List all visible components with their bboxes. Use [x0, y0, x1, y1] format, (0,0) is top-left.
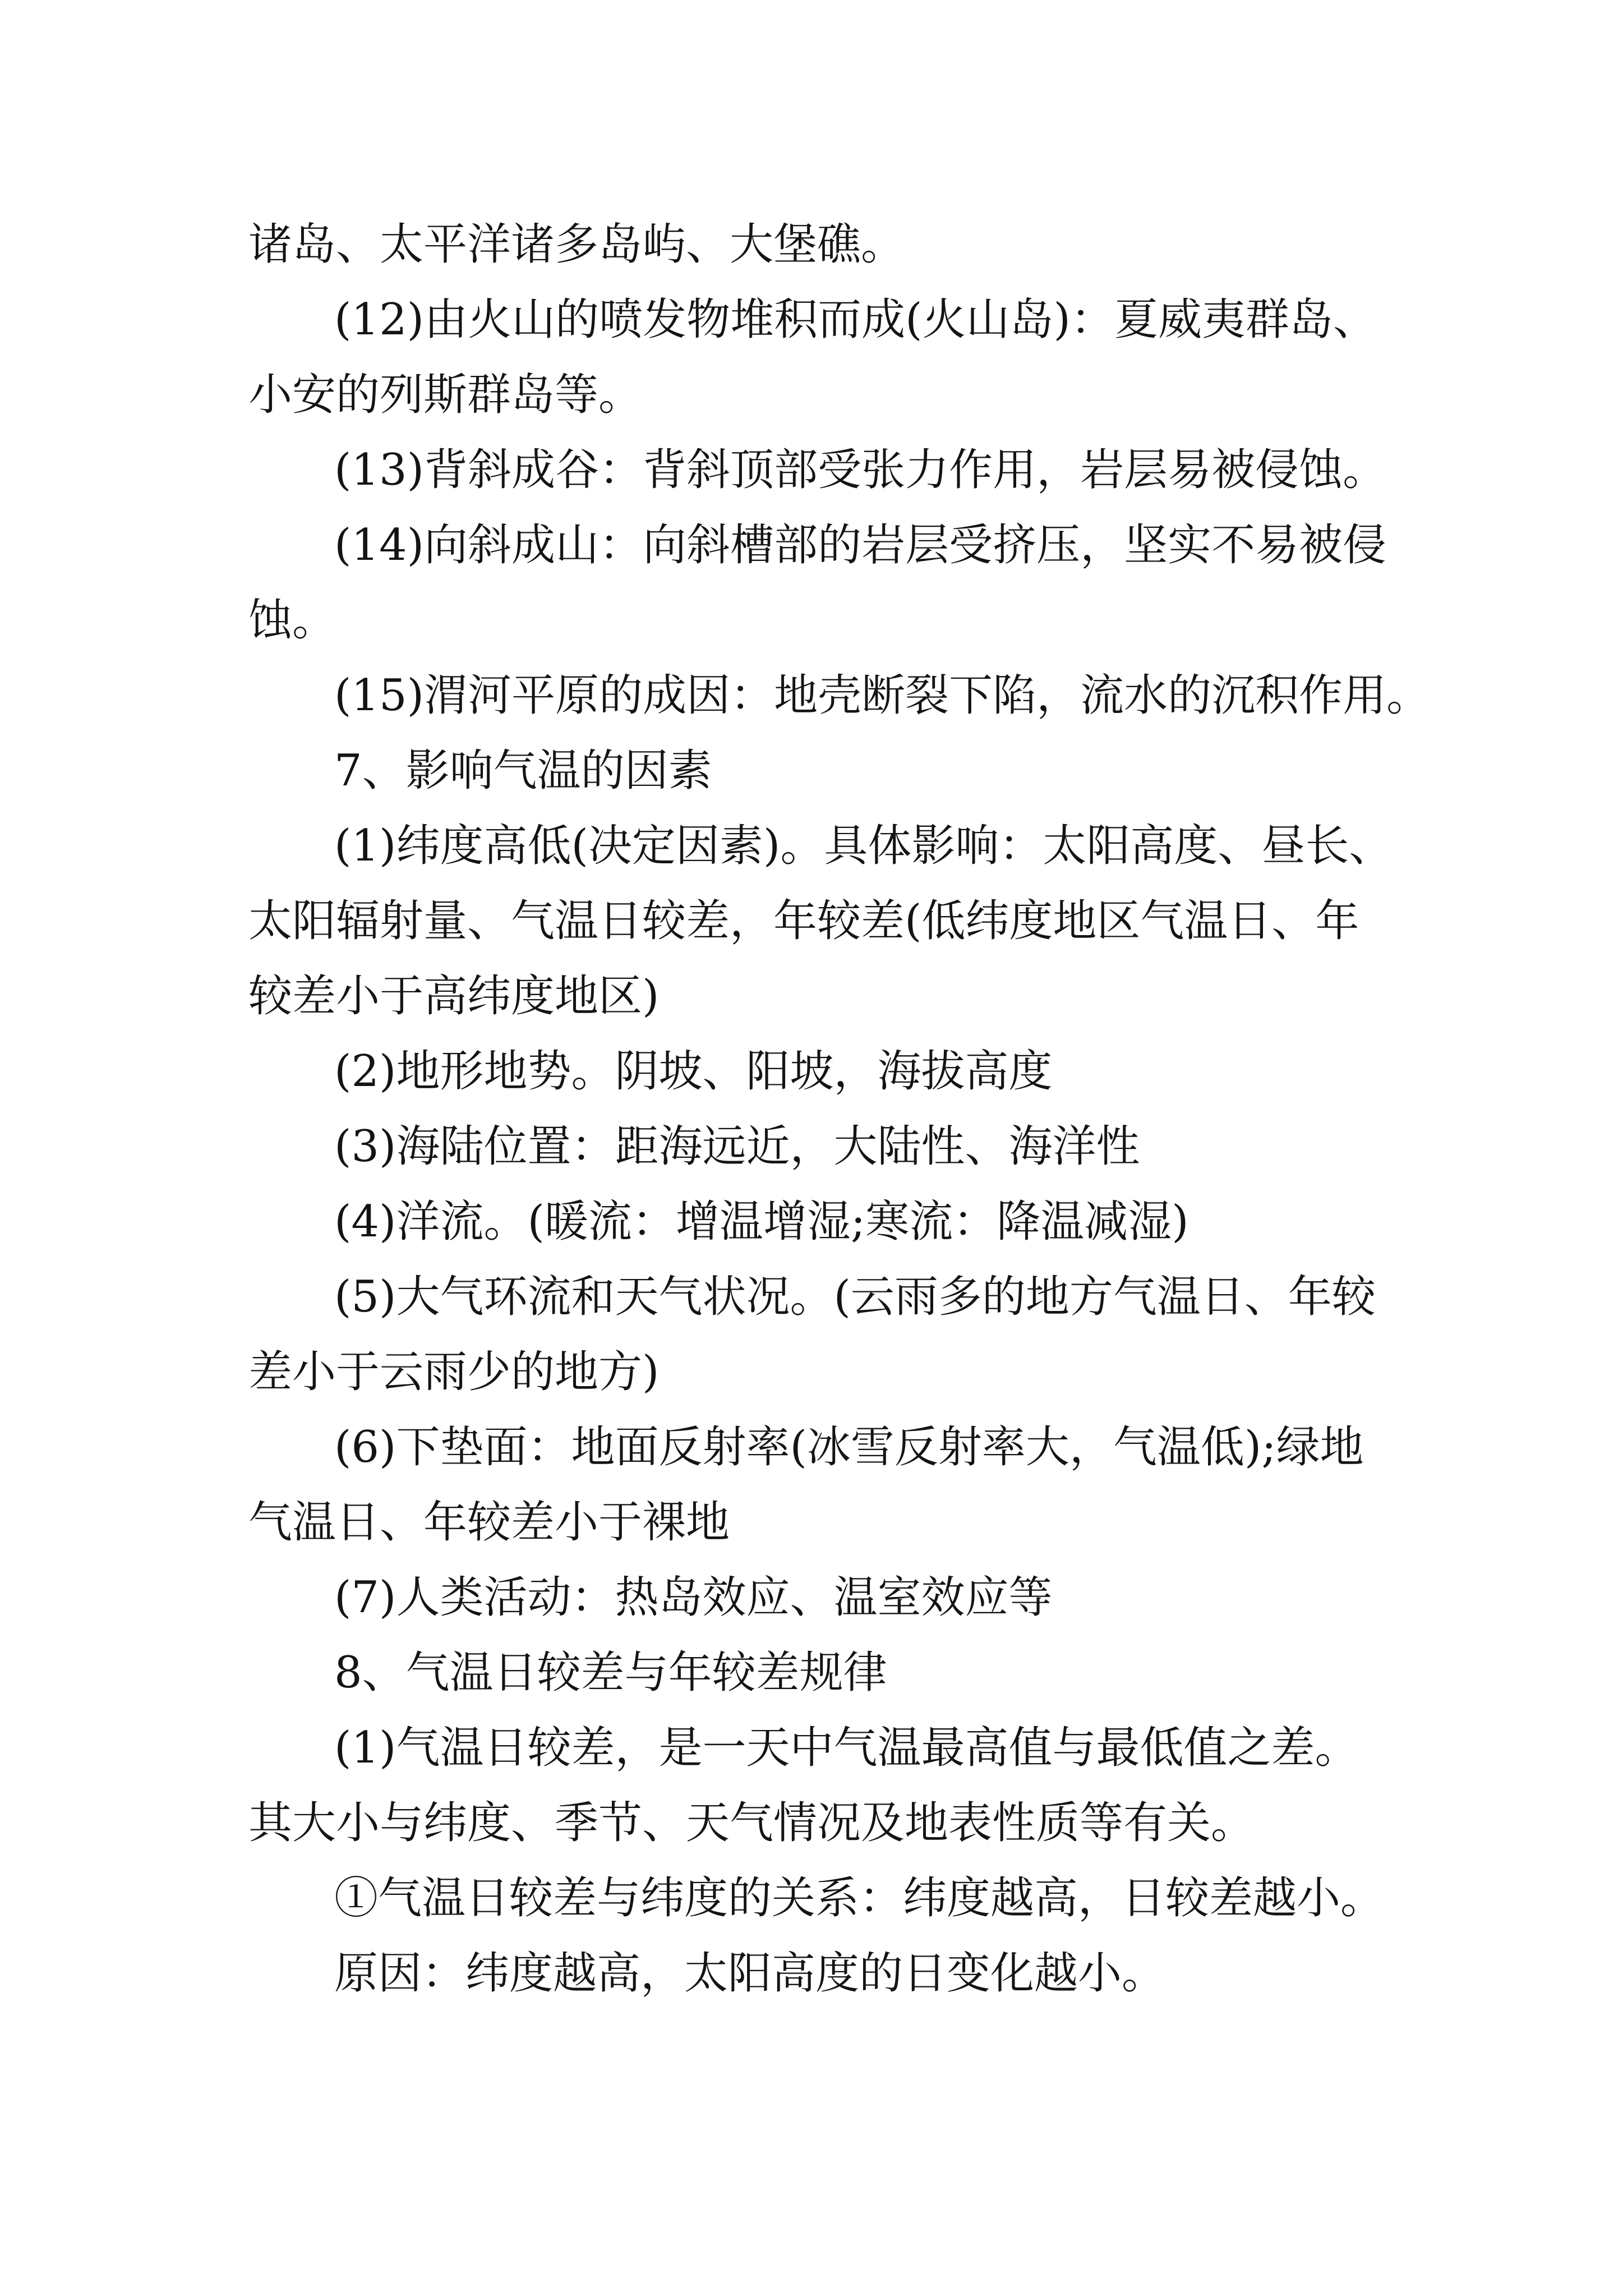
- text-line: 小安的列斯群岛等。: [248, 370, 643, 420]
- text-line: (3)海陆位置：距海远近，大陆性、海洋性: [334, 1121, 1140, 1172]
- text-line: 蚀。: [248, 595, 336, 646]
- text-line: 气温日、年较差小于裸地: [248, 1497, 730, 1548]
- text-line: 其大小与纬度、季节、天气情况及地表性质等有关。: [248, 1798, 1255, 1848]
- text-line: 差小于云雨少的地方): [248, 1347, 660, 1397]
- text-line: (7)人类活动：热岛效应、温室效应等: [334, 1572, 1053, 1623]
- text-line: 诸岛、太平洋诸多岛屿、大堡礁。: [248, 219, 905, 270]
- section-heading: 8、气温日较差与年较差规律: [334, 1648, 887, 1698]
- text-line: (5)大气环流和天气状况。(云雨多的地方气温日、年较: [334, 1272, 1376, 1322]
- text-line: 较差小于高纬度地区): [248, 971, 660, 1022]
- text-line: 原因：纬度越高，太阳高度的日变化越小。: [334, 1948, 1166, 1999]
- section-heading: 7、影响气温的因素: [334, 746, 712, 796]
- text-line: (4)洋流。(暖流：增温增湿;寒流：降温减湿): [334, 1197, 1189, 1247]
- text-line: (6)下垫面：地面反射率(冰雪反射率大，气温低);绿地: [334, 1422, 1364, 1473]
- text-line: ①气温日较差与纬度的关系：纬度越高，日较差越小。: [334, 1873, 1385, 1924]
- text-line: (12)由火山的喷发物堆积而成(火山岛)：夏威夷群岛、: [334, 295, 1377, 345]
- text-line: (14)向斜成山：向斜槽部的岩层受挤压，坚实不易被侵: [334, 520, 1387, 570]
- text-line: (1)纬度高低(决定因素)。具体影响：太阳高度、昼长、: [334, 821, 1393, 871]
- text-line: (13)背斜成谷：背斜顶部受张力作用，岩层易被侵蚀。: [334, 445, 1387, 495]
- text-line: 太阳辐射量、气温日较差，年较差(低纬度地区气温日、年: [248, 896, 1359, 946]
- text-line: (1)气温日较差，是一天中气温最高值与最低值之差。: [334, 1723, 1359, 1773]
- text-line: (2)地形地势。阴坡、阳坡，海拔高度: [334, 1046, 1053, 1097]
- text-line: (15)渭河平原的成因：地壳断裂下陷，流水的沉积作用。: [334, 670, 1431, 721]
